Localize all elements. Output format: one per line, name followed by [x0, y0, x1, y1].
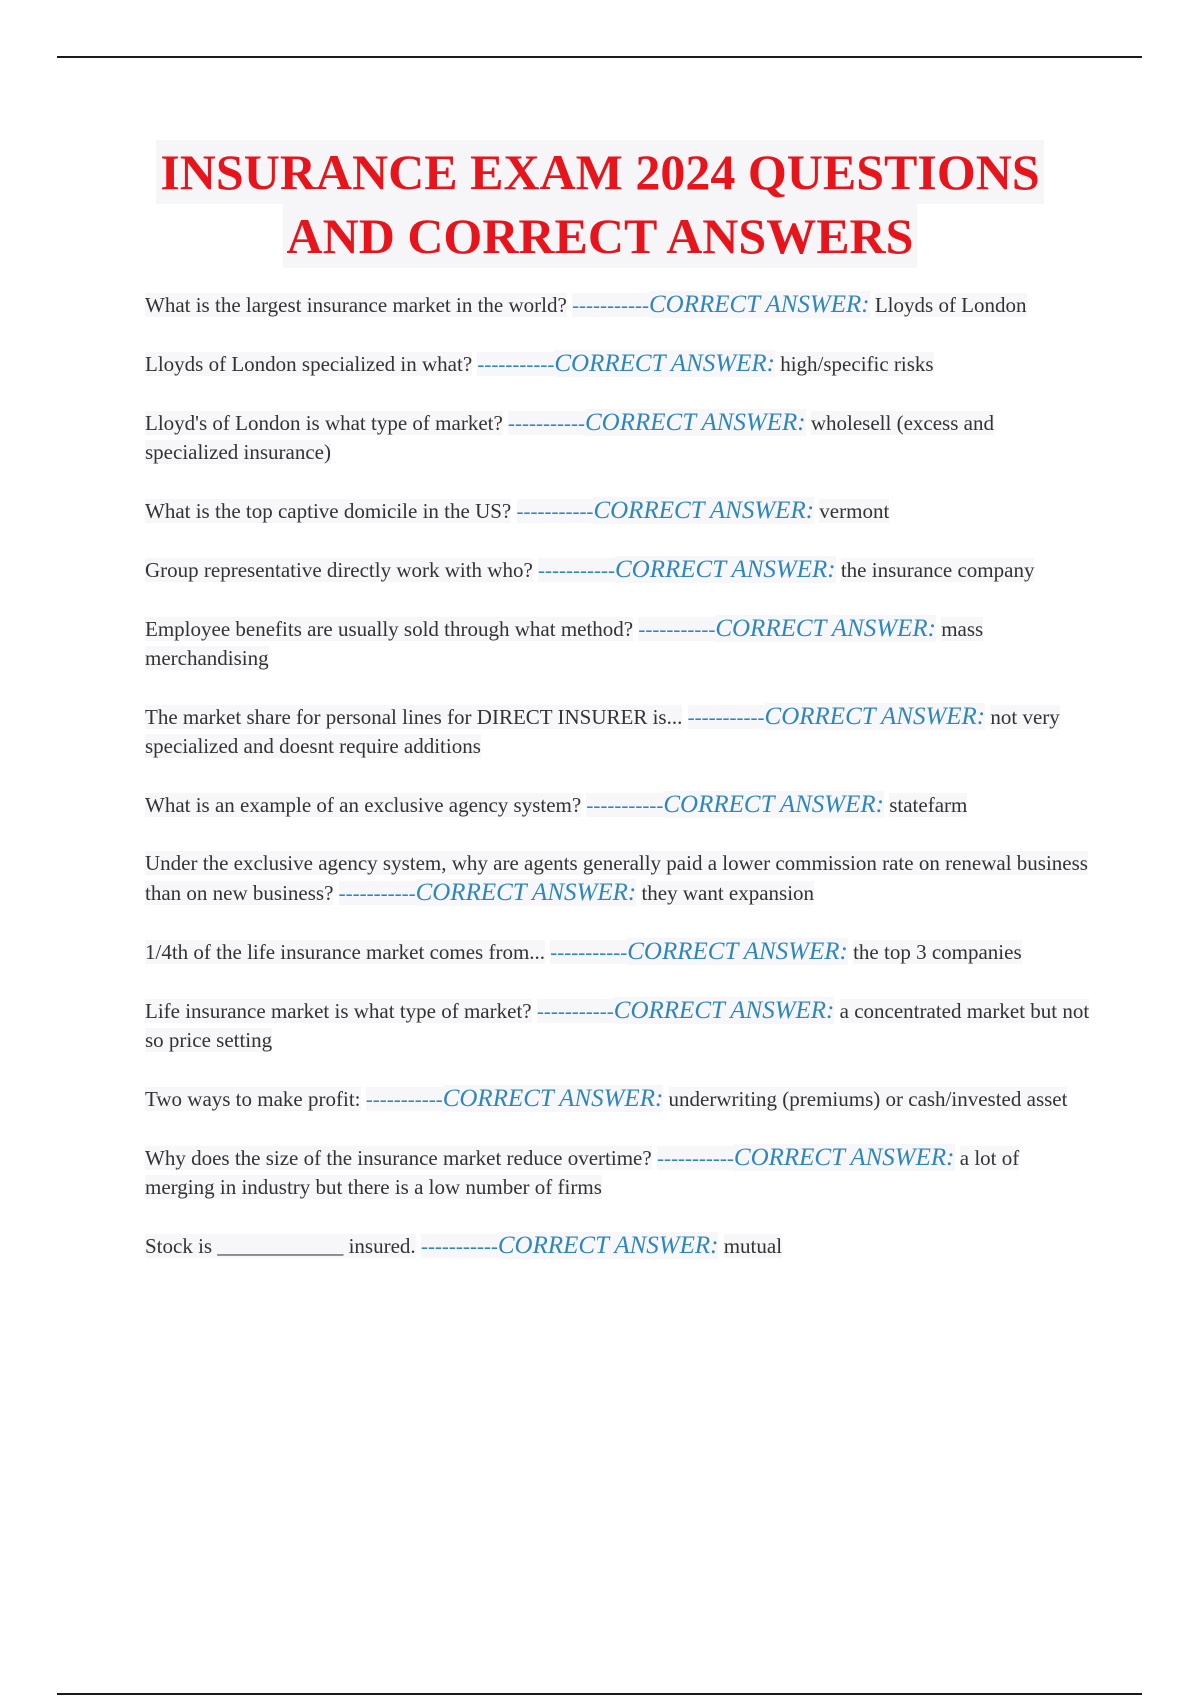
qa-item — [145, 349, 1090, 379]
title-line-2: AND CORRECT ANSWERS — [283, 204, 918, 268]
correct-answer-label: CORRECT ANSWER: — [614, 556, 836, 583]
qa-item — [145, 702, 1090, 761]
answer-text: not very specialized and doesnt require additions — [145, 705, 1060, 758]
question-text: Life insurance market is what type of market? — [145, 999, 532, 1023]
correct-answer-label: CORRECT ANSWER: — [415, 879, 637, 906]
answer-text: a concentrated market but not so price setting — [145, 999, 1090, 1052]
qa-item — [145, 790, 1090, 820]
question-text: Group representative directly work with who? — [145, 558, 533, 582]
qa-item — [145, 1084, 1090, 1114]
answer-text: underwriting (premiums) or cash/invested asset — [668, 1087, 1068, 1111]
correct-answer-label: CORRECT ANSWER: — [497, 1232, 719, 1259]
question-text: Lloyd's of London is what type of market? — [145, 411, 503, 435]
qa-item — [145, 1231, 1090, 1261]
question-text: Two ways to make profit: — [145, 1087, 361, 1111]
question-text: Why does the size of the insurance market reduce overtime? — [145, 1146, 652, 1170]
question-text: What is an example of an exclusive agency system? — [145, 793, 582, 817]
answer-separator: ----------- — [687, 705, 765, 729]
qa-item — [145, 937, 1090, 967]
answer-separator: ----------- — [538, 558, 615, 582]
question-text: Stock is ____________ insured. — [145, 1234, 416, 1258]
question-text: Lloyds of London specialized in what? — [145, 352, 473, 376]
answer-text: mutual — [723, 1234, 783, 1258]
correct-answer-label: CORRECT ANSWER: — [593, 497, 815, 524]
answer-text: statefarm — [889, 793, 968, 817]
answer-separator: ----------- — [420, 1234, 498, 1258]
qa-item — [145, 496, 1090, 526]
question-text: Employee benefits are usually sold through what method? — [145, 617, 634, 641]
qa-item — [145, 996, 1090, 1055]
correct-answer-label: CORRECT ANSWER: — [715, 615, 936, 642]
correct-answer-label: CORRECT ANSWER: — [764, 703, 986, 730]
answer-separator: ----------- — [365, 1087, 443, 1111]
answer-text: the insurance company — [840, 558, 1035, 582]
top-rule — [57, 56, 1142, 58]
answer-separator: ----------- — [572, 293, 649, 317]
document-title — [0, 140, 1200, 268]
question-text: What is the largest insurance market in the world? — [145, 293, 567, 317]
answer-separator: ----------- — [508, 411, 585, 435]
answer-text: high/specific risks — [780, 352, 934, 376]
answer-text: the top 3 companies — [853, 940, 1022, 964]
answer-text: a lot of merging in industry but there is a low number of firms — [145, 1146, 1020, 1199]
qa-item — [145, 408, 1090, 467]
correct-answer-label: CORRECT ANSWER: — [649, 291, 870, 318]
title-line-1: INSURANCE EXAM 2024 QUESTIONS — [156, 140, 1043, 204]
answer-separator: ----------- — [338, 881, 416, 905]
correct-answer-label: CORRECT ANSWER: — [733, 1144, 955, 1171]
answer-separator: ----------- — [536, 999, 614, 1023]
correct-answer-label: CORRECT ANSWER: — [613, 997, 835, 1024]
correct-answer-label: CORRECT ANSWER: — [554, 350, 775, 377]
qa-item — [145, 290, 1090, 320]
answer-separator: ----------- — [550, 940, 628, 964]
answer-text: vermont — [819, 499, 890, 523]
correct-answer-label: CORRECT ANSWER: — [442, 1085, 664, 1112]
qa-item — [145, 614, 1090, 673]
question-list — [145, 290, 1090, 1290]
answer-separator: ----------- — [586, 793, 664, 817]
question-text: Under the exclusive agency system, why are agents generally paid a lower commission rate on renewal business than on new business? — [145, 851, 1088, 905]
answer-separator: ----------- — [656, 1146, 734, 1170]
qa-item — [145, 555, 1090, 585]
answer-text: mass merchandising — [145, 617, 984, 670]
answer-text: they want expansion — [641, 881, 815, 905]
correct-answer-label: CORRECT ANSWER: — [627, 938, 848, 965]
correct-answer-label: CORRECT ANSWER: — [663, 791, 884, 818]
correct-answer-label: CORRECT ANSWER: — [584, 409, 806, 436]
bottom-rule — [57, 1693, 1142, 1695]
qa-item — [145, 1143, 1090, 1202]
answer-text: wholesell (excess and specialized insurance) — [145, 411, 994, 464]
answer-separator: ----------- — [516, 499, 594, 523]
answer-separator: ----------- — [477, 352, 555, 376]
qa-item — [145, 849, 1090, 908]
question-text: The market share for personal lines for DIRECT INSURER is... — [145, 705, 683, 729]
question-text: 1/4th of the life insurance market comes from... — [145, 940, 546, 964]
question-text: What is the top captive domicile in the US? — [145, 499, 512, 523]
answer-separator: ----------- — [638, 617, 716, 641]
answer-text: Lloyds of London — [874, 293, 1027, 317]
